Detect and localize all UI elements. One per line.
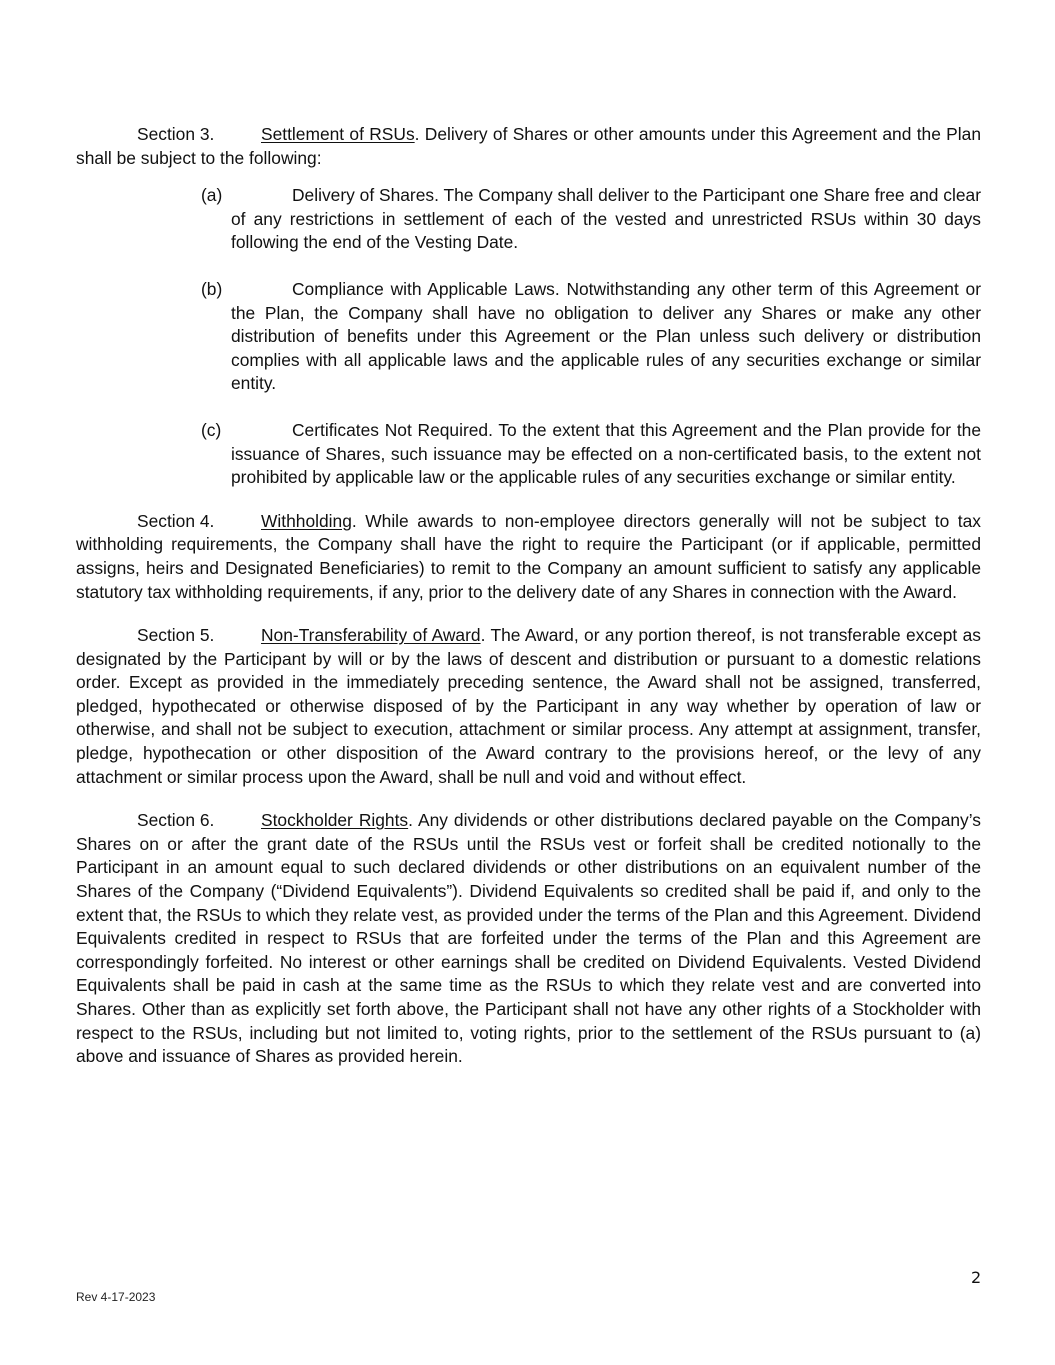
section-5-paragraph bbox=[76, 624, 981, 789]
section-5-title: Non-Transferability of Award bbox=[261, 625, 481, 646]
section-4-text: . While awards to non-employee directors generally will not be subject to tax withholding requirements, the Company shall have the right to require the Participant (or if applicable, permitted assigns, heirs and Designated Beneficiaries) to remit to the Company an amount sufficient to satisfy any applicable statutory tax withholding requirements, if any, prior to the delivery date of any Shares in connection with the Award. bbox=[76, 510, 981, 602]
section-3-number: Section 3. bbox=[137, 124, 215, 144]
list-item bbox=[76, 278, 981, 396]
section-3-intro-text: . Delivery of Shares or other amounts under this Agreement and the Plan shall be subject to the following: bbox=[76, 124, 981, 168]
section-3-title: Settlement of RSUs bbox=[261, 124, 415, 144]
section-4-title: Withholding bbox=[261, 510, 352, 531]
document-body bbox=[76, 123, 981, 1089]
section-6-paragraph bbox=[76, 809, 981, 1069]
item-text: Delivery of Shares. The Company shall deliver to the Participant one Share free and clear of any restrictions in settlement of each of the vested and unrestricted RSUs within 30 days following the end of the Vesting Date. bbox=[231, 185, 981, 253]
section-5-text: . The Award, or any portion thereof, is not transferable except as designated by the Participant by will or by the laws of descent and distribution or pursuant to a domestic relations order. Except as provided in the immediately preceding sentence, the Award shall not be assigned, transferred, pledged, hypothecated or otherwise disposed of by the Participant in any way whether by operation of law or otherwise, and shall not be subject to execution, attachment or similar process. Any attempt at assignment, transfer, pledge, hypothecation or other disposition of the Award contrary to the provisions hereof, or the levy of any attachment or similar process upon the Award, shall be null and void and without effect. bbox=[76, 625, 981, 787]
section-4-paragraph bbox=[76, 510, 981, 604]
item-text: Compliance with Applicable Laws. Notwithstanding any other term of this Agreement or the Plan, the Company shall have no obligation to deliver any Shares or make any other distribution of benefits under this Agreement or the Plan unless such delivery or distribution complies with all applicable laws and the applicable rules of any securities exchange or similar entity. bbox=[231, 278, 981, 394]
section-5 bbox=[76, 624, 981, 789]
list-item bbox=[76, 184, 981, 255]
section-6-text: . Any dividends or other distributions declared payable on the Company’s Shares on or after the grant date of the RSUs until the RSUs vest or forfeit shall be credited notionally to the Participant in an amount equal to such declared dividends or other distributions on an equivalent number of the Shares of the Company (“Dividend Equivalents”). Dividend Equivalents so credited shall be paid if, and only to the extent that, the RSUs to which they relate vest, as provided under the terms of the Plan and this Agreement. Dividend Equivalents credited in respect to RSUs that are forfeited under the terms of the Plan and this Agreement are correspondingly forfeited. No interest or other earnings shall be credited on Dividend Equivalents. Vested Dividend Equivalents shall be paid in cash at the same time as the RSUs to which they relate vest and are converted into Shares. Other than as explicitly set forth above, the Participant shall not have any other rights of a Stockholder with respect to the RSUs, including but not limited to, voting rights, prior to the settlement of the RSUs pursuant to (a) above and issuance of Shares as provided herein. bbox=[76, 810, 981, 1067]
section-6-title: Stockholder Rights bbox=[261, 810, 409, 831]
section-6-number: Section 6. bbox=[137, 810, 215, 831]
section-4 bbox=[76, 510, 981, 604]
list-item bbox=[76, 419, 981, 490]
section-6 bbox=[76, 809, 981, 1069]
page-number: 2 bbox=[971, 1268, 982, 1287]
item-label: (c) bbox=[201, 419, 222, 440]
item-label: (a) bbox=[201, 185, 223, 206]
item-text: Certificates Not Required. To the extent that this Agreement and the Plan provide for the issuance of Shares, such issuance may be effected on a non-certificated basis, to the extent not prohibited by applicable law or the applicable rules of any securities exchange or similar entity. bbox=[231, 419, 981, 488]
section-3-items bbox=[76, 184, 981, 490]
item-label: (b) bbox=[201, 278, 223, 299]
revision-label: Rev 4-17-2023 bbox=[76, 1290, 156, 1304]
section-5-number: Section 5. bbox=[137, 625, 215, 646]
section-3 bbox=[76, 123, 981, 490]
section-4-number: Section 4. bbox=[137, 510, 215, 531]
section-3-intro bbox=[76, 123, 981, 170]
